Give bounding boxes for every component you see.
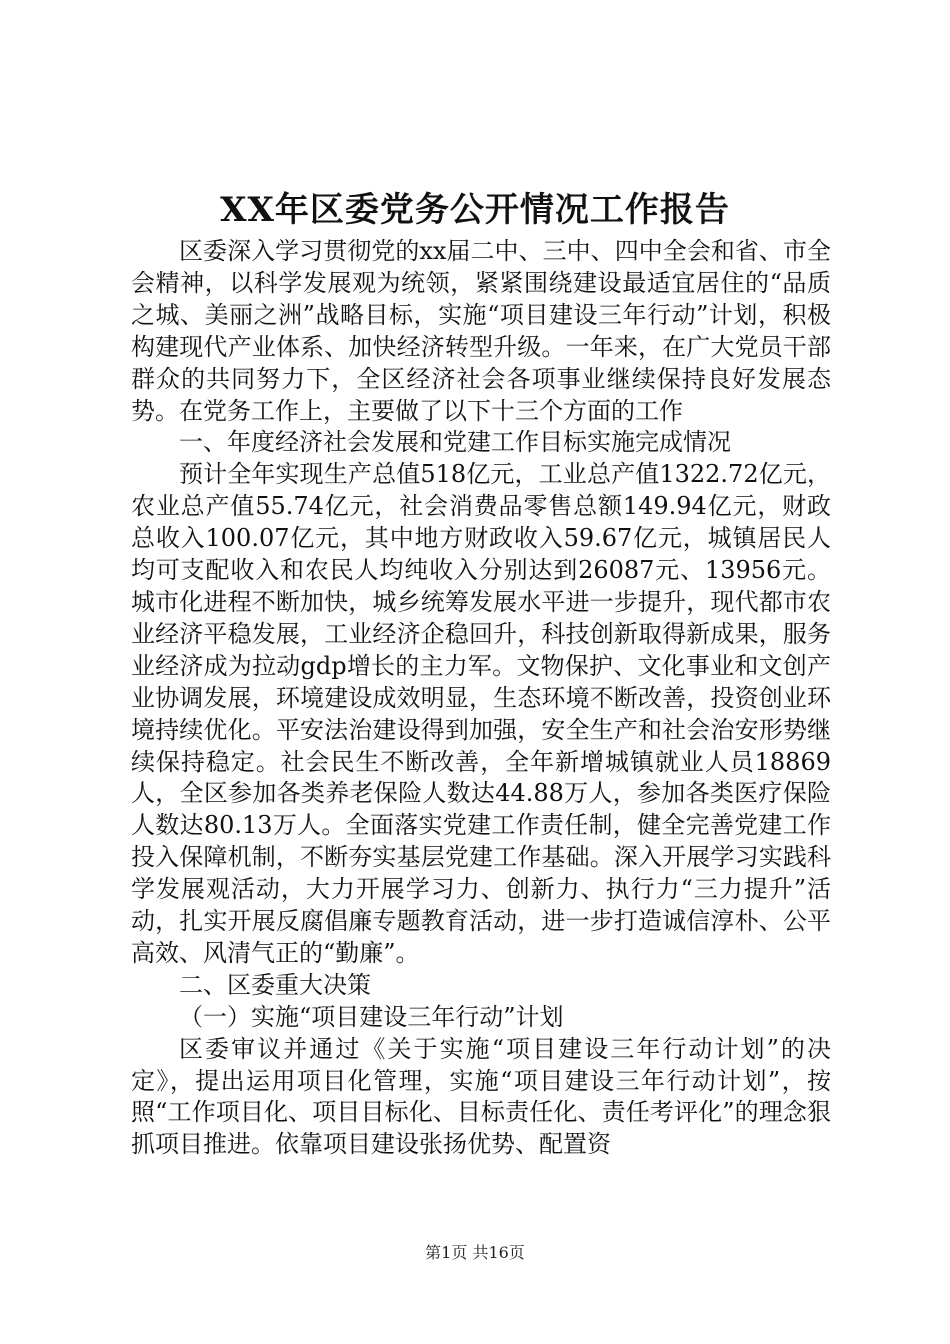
- section-heading-1: 一、年度经济社会发展和党建工作目标实施完成情况: [179, 428, 731, 457]
- subsection-heading-1: （一）实施“项目建设三年行动”计划: [179, 1002, 564, 1031]
- document-title: XX年区委党务公开情况工作报告: [220, 190, 730, 230]
- section-heading-2: 二、区委重大决策: [179, 970, 371, 999]
- intro-paragraph: 区委深入学习贯彻党的xx届二中、三中、四中全会和省、市全会精神，以科学发展观为统领，紧紧围绕建设最适宜居住的“品质之城、美丽之洲”战略目标，实施“项目建设三年行动”计划，积极构建现代产业体系、加快经济转型升级。一年来，在广大党员干部群众的共同努力下，全区经济社会各项事业继续保持良好发展态势。在党务工作上，主要做了以下十三个方面的工作: [131, 237, 831, 425]
- document-body: [131, 236, 831, 1161]
- decision-paragraph: 区委审议并通过《关于实施“项目建设三年行动计划”的决定》，提出运用项目化管理，实施“项目建设三年行动计划”，按照“工作项目化、项目目标化、目标责任化、责任考评化”的理念狠抓项目推进。依靠项目建设张扬优势、配置资: [131, 1034, 831, 1159]
- page-footer: 第1页 共16页: [425, 1243, 525, 1262]
- economic-results-paragraph: 预计全年实现生产总值518亿元，工业总产值1322.72亿元，农业总产值55.74亿元，社会消费品零售总额149.94亿元，财政总收入100.07亿元，其中地方财政收入59.67亿元，城镇居民人均可支配收入和农民人均纯收入分别达到26087元、13956元。城市化进程不断加快，城乡统筹发展水平进一步提升，现代都市农业经济平稳发展，工业经济企稳回升，科技创新取得新成果，服务业经济成为拉动gdp增长的主力军。文物保护、文化事业和文创产业协调发展，环境建设成效明显，生态环境不断改善，投资创业环境持续优化。平安法治建设得到加强，安全生产和社会治安形势继续保持稳定。社会民生不断改善，全年新增城镇就业人员18869人，全区参加各类养老保险人数达44.88万人，参加各类医疗保险人数达80.13万人。全面落实党建工作责任制，健全完善党建工作投入保障机制，不断夯实基层党建工作基础。深入开展学习实践科学发展观活动，大力开展学习力、创新力、执行力“三力提升”活动，扎实开展反腐倡廉专题教育活动，进一步打造诚信淳朴、公平高效、风清气正的“勤廉”。: [131, 460, 831, 967]
